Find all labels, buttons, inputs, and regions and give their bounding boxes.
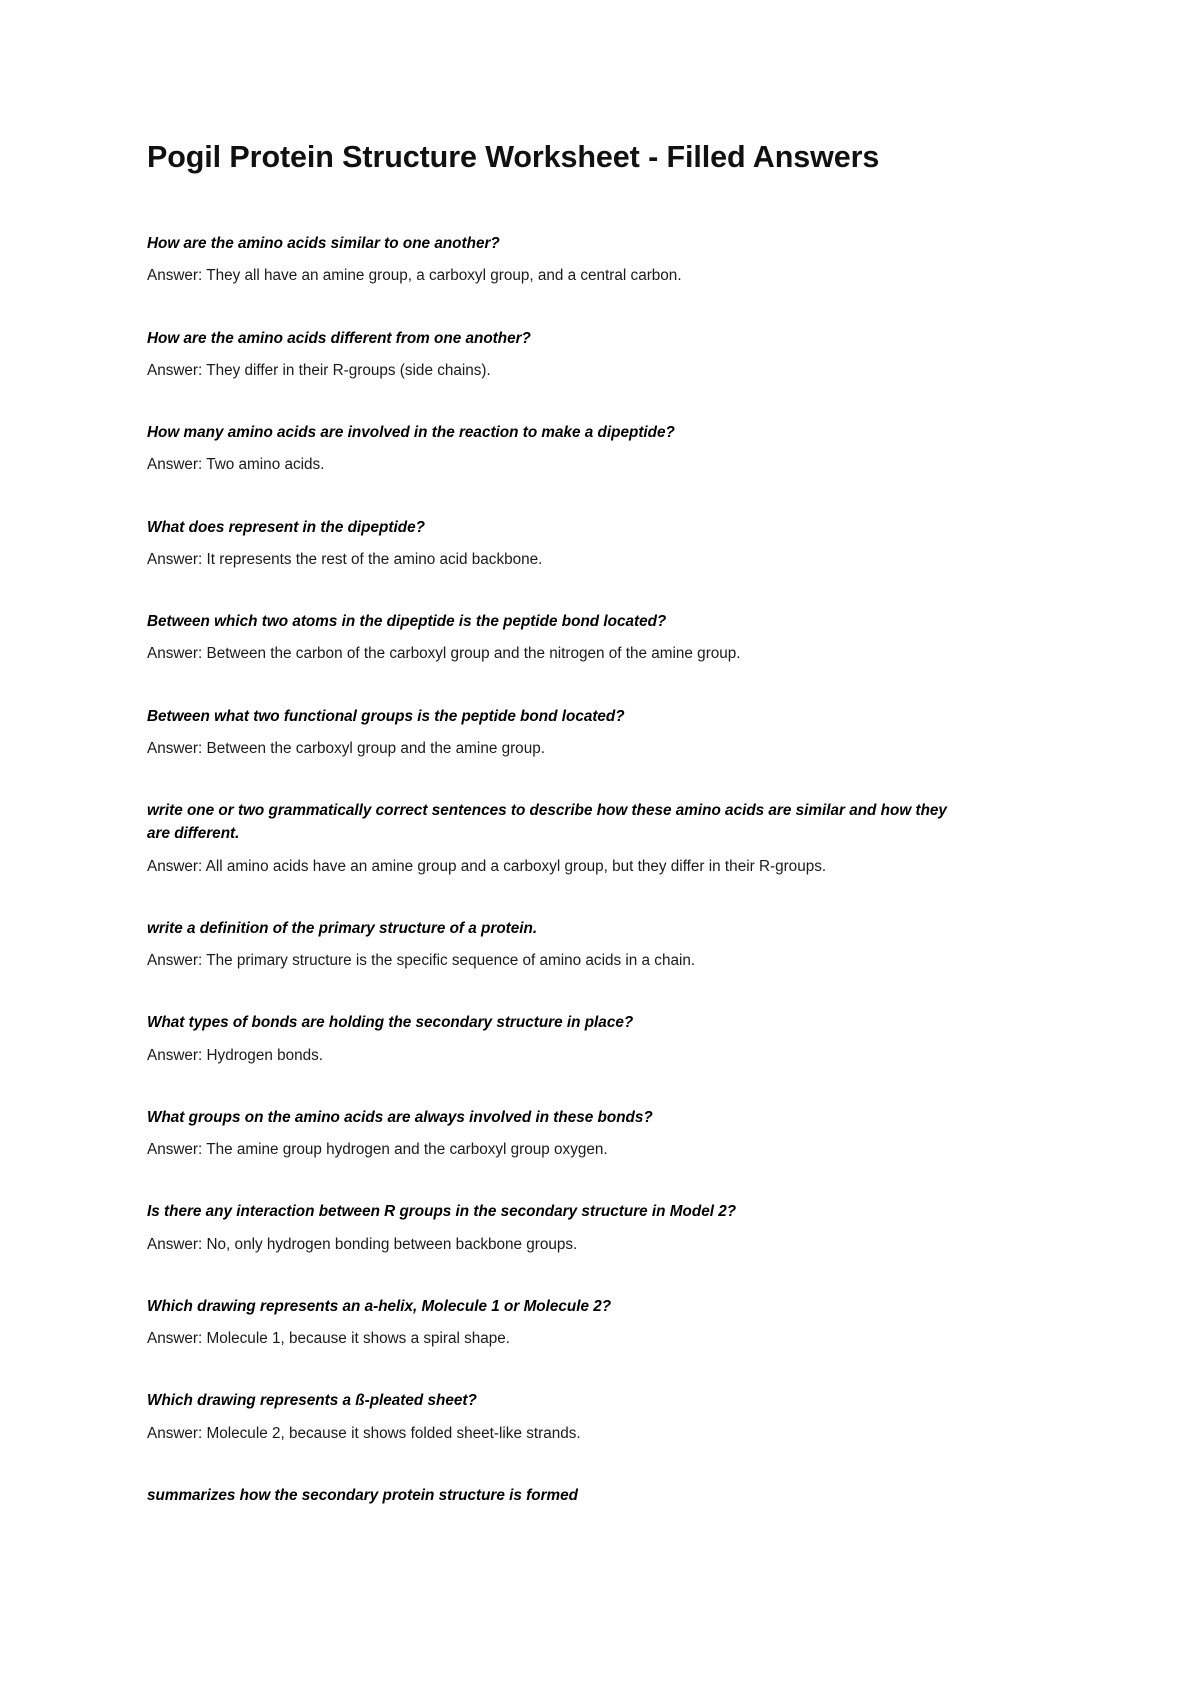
- question-text: Is there any interaction between R groups in the secondary structure in Model 2?: [147, 1203, 737, 1221]
- question-text: What groups on the amino acids are always involved in these bonds?: [147, 1108, 653, 1126]
- qa-block: [147, 1389, 1050, 1445]
- qa-block: [147, 1484, 1050, 1507]
- answer-text: Answer: It represents the rest of the amino acid backbone.: [147, 550, 543, 568]
- qa-block: [147, 799, 1050, 878]
- question-text: Which drawing represents an a-helix, Molecule 1 or Molecule 2?: [147, 1297, 612, 1315]
- answer-text: Answer: All amino acids have an amine group and a carboxyl group, but they differ in their R-groups.: [147, 857, 827, 875]
- qa-block: [147, 705, 1050, 761]
- question-text: Which drawing represents a ß-pleated sheet?: [147, 1392, 477, 1410]
- qa-block: [147, 1200, 1050, 1256]
- answer-text: Answer: Between the carboxyl group and the amine group.: [147, 739, 545, 757]
- answer-text: Answer: Hydrogen bonds.: [147, 1046, 324, 1064]
- answer-text: Answer: No, only hydrogen bonding between backbone groups.: [147, 1235, 578, 1253]
- question-text: write a definition of the primary structure of a protein.: [147, 919, 538, 937]
- question-text: summarizes how the secondary protein structure is formed: [147, 1486, 578, 1504]
- answer-text: Answer: The amine group hydrogen and the carboxyl group oxygen.: [147, 1141, 608, 1159]
- answer-text: Answer: Molecule 1, because it shows a spiral shape.: [147, 1330, 511, 1348]
- qa-block: [147, 1106, 1050, 1162]
- qa-block: [147, 516, 1050, 572]
- answer-text: Answer: Two amino acids.: [147, 456, 325, 474]
- answer-text: Answer: They differ in their R-groups (side chains).: [147, 361, 491, 379]
- question-text: What types of bonds are holding the secondary structure in place?: [147, 1014, 634, 1032]
- qa-block: [147, 917, 1050, 973]
- qa-block: [147, 610, 1050, 666]
- qa-block: [147, 1011, 1050, 1067]
- question-text: write one or two grammatically correct sentences to describe how these amino acids are similar and how they are different.: [147, 802, 947, 843]
- qa-block: [147, 421, 1050, 477]
- qa-block: [147, 327, 1050, 383]
- qa-block: [147, 232, 1050, 288]
- answer-text: Answer: Between the carbon of the carboxyl group and the nitrogen of the amine group.: [147, 645, 741, 663]
- qa-block: [147, 1295, 1050, 1351]
- question-text: How are the amino acids similar to one another?: [147, 235, 500, 253]
- answer-text: Answer: They all have an amine group, a carboxyl group, and a central carbon.: [147, 267, 682, 285]
- question-text: How many amino acids are involved in the reaction to make a dipeptide?: [147, 424, 675, 442]
- question-text: How are the amino acids different from one another?: [147, 329, 531, 347]
- answer-text: Answer: The primary structure is the specific sequence of amino acids in a chain.: [147, 952, 696, 970]
- question-text: Between which two atoms in the dipeptide is the peptide bond located?: [147, 613, 667, 631]
- answer-text: Answer: Molecule 2, because it shows folded sheet-like strands.: [147, 1424, 581, 1442]
- question-answer-list: [147, 232, 1050, 1507]
- question-text: What does represent in the dipeptide?: [147, 518, 425, 536]
- question-text: Between what two functional groups is the peptide bond located?: [147, 707, 625, 725]
- page-title: Pogil Protein Structure Worksheet - Filled Answers: [147, 140, 880, 174]
